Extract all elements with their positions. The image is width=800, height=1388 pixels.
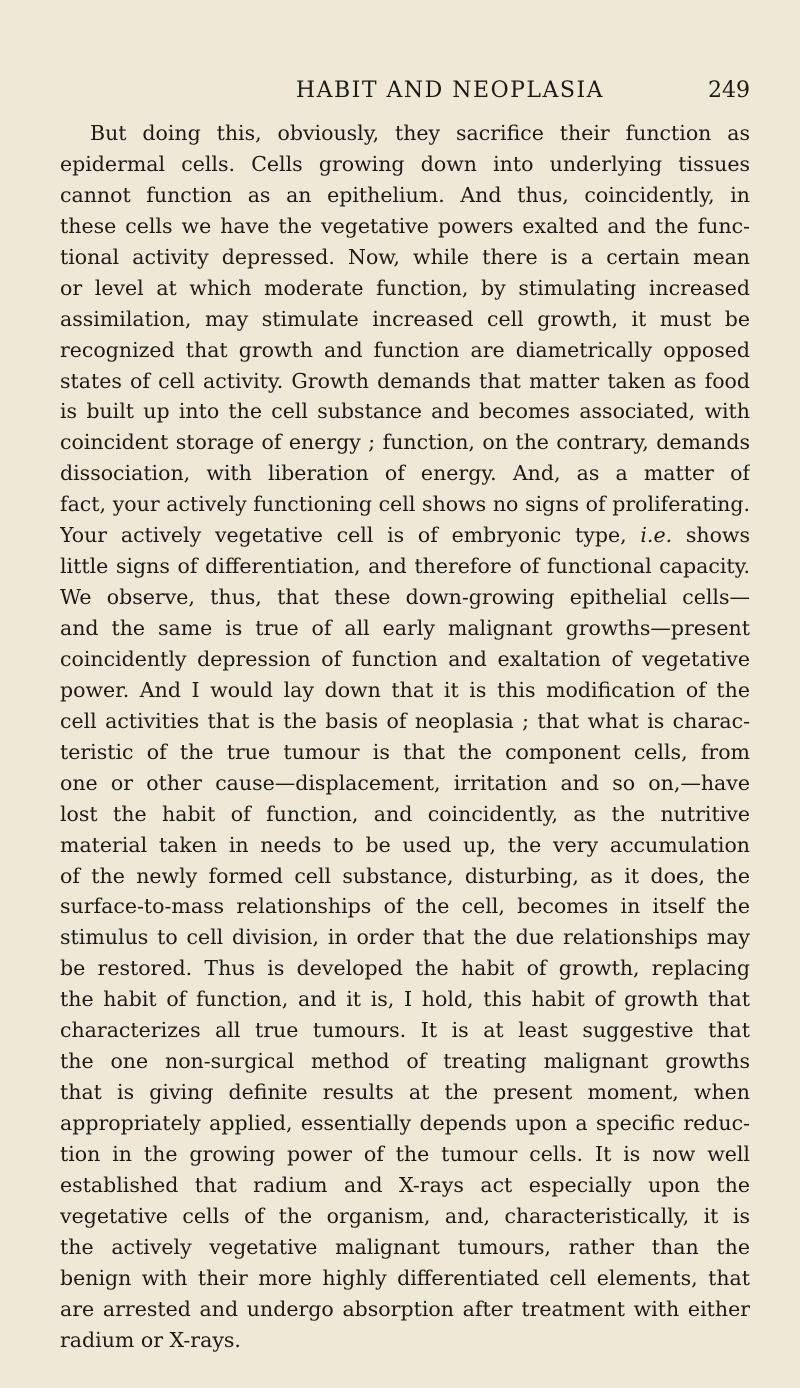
text-line: material taken in needs to be used up, the very accumulation <box>60 832 750 857</box>
body-paragraph <box>60 118 750 1356</box>
text-line: the one non-surgical method of treating malignant growths <box>60 1049 750 1074</box>
text-line: stimulus to cell division, in order that the due relationships may <box>60 925 750 950</box>
text-line: states of cell activity. Growth demands that matter taken as food <box>60 368 750 393</box>
text-line: fact, your actively functioning cell shows no signs of proliferating. <box>60 492 750 517</box>
text-line: appropriately applied, essentially depends upon a specific reduc- <box>60 1111 750 1135</box>
text-line: cell activities that is the basis of neoplasia ; that what is charac- <box>60 708 750 733</box>
text-line: radium or X-rays. <box>60 1327 241 1352</box>
text-line: Your actively vegetative cell is of embryonic type, i.e. shows <box>60 523 750 548</box>
text-line: little signs of differentiation, and therefore of functional capacity. <box>60 554 750 579</box>
text-line: vegetative cells of the organism, and, characteristically, it is <box>60 1203 750 1228</box>
text-line: one or other cause—displacement, irritation and so on,—have <box>60 770 750 795</box>
italic-abbreviation: i.e. <box>640 523 673 548</box>
text-line: recognized that growth and function are diametrically opposed <box>60 337 750 362</box>
text-line: coincidently depression of function and exaltation of vegetative <box>60 646 750 671</box>
page-number: 249 <box>708 78 750 103</box>
text-line: tion in the growing power of the tumour cells. It is now well <box>60 1141 750 1166</box>
text-line: be restored. Thus is developed the habit of growth, replacing <box>60 956 750 981</box>
text-line: or level at which moderate function, by stimulating increased <box>60 275 750 300</box>
text-line: cannot function as an epithelium. And thus, coincidently, in <box>60 182 750 207</box>
text-line: coincident storage of energy ; function, on the contrary, demands <box>60 430 750 455</box>
text-line: these cells we have the vegetative powers exalted and the func- <box>60 213 750 238</box>
text-line: assimilation, may stimulate increased cell growth, it must be <box>60 306 750 331</box>
text-line: the actively vegetative malignant tumours, rather than the <box>60 1234 750 1259</box>
text-line: that is giving definite results at the present moment, when <box>60 1080 750 1105</box>
running-head-title: HABIT AND NEOPLASIA <box>295 78 605 103</box>
text-line: epidermal cells. Cells growing down into underlying tissues <box>60 151 750 176</box>
text-line: dissociation, with liberation of energy. And, as a matter of <box>60 461 750 486</box>
text-line: lost the habit of function, and coincidently, as the nutritive <box>60 801 750 826</box>
text-line: the habit of function, and it is, I hold, this habit of growth that <box>60 987 750 1012</box>
text-line: teristic of the true tumour is that the component cells, from <box>60 739 750 764</box>
text-line: But doing this, obviously, they sacrifice their function as <box>90 121 750 145</box>
text-line: We observe, thus, that these down-growing epithelial cells— <box>60 585 750 610</box>
text-line: characterizes all true tumours. It is at least suggestive that <box>60 1018 750 1043</box>
text-line: power. And I would lay down that it is this modification of the <box>60 677 750 702</box>
text-line: are arrested and undergo absorption after treatment with either <box>60 1296 750 1321</box>
text-line: tional activity depressed. Now, while there is a certain mean <box>60 244 750 269</box>
text-line: established that radium and X-rays act especially upon the <box>60 1172 750 1197</box>
text-line: and the same is true of all early malignant growths—present <box>60 616 750 640</box>
running-head <box>0 74 800 108</box>
text-line: benign with their more highly differentiated cell elements, that <box>60 1265 750 1290</box>
text-line: surface-to-mass relationships of the cell, becomes in itself the <box>60 894 750 919</box>
text-line: is built up into the cell substance and becomes associated, with <box>60 399 750 424</box>
text-line: of the newly formed cell substance, disturbing, as it does, the <box>60 863 750 888</box>
